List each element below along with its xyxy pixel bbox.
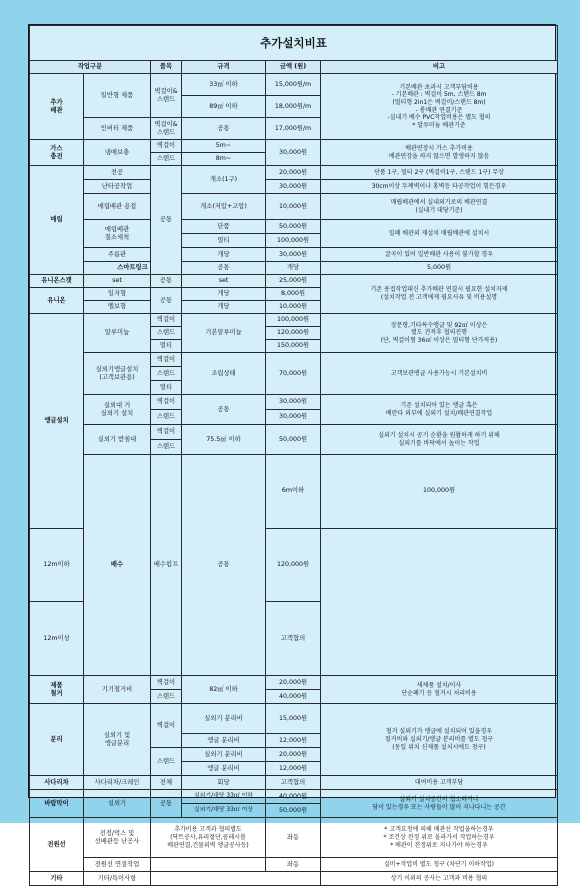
cell-price: 18,000원/m bbox=[266, 96, 321, 118]
cell-spec bbox=[151, 872, 321, 886]
header-price: 금액 (원) bbox=[266, 61, 321, 74]
cell-price: 12,000원 bbox=[266, 734, 321, 748]
cell-note: 실외기 설치시 공기 순환을 원활하게 하기 위해 실외기를 바닥에서 높이는 작업 bbox=[321, 425, 558, 455]
cell-price: 20,000원 bbox=[266, 166, 321, 180]
cell-spec: 12m이하 bbox=[30, 528, 84, 602]
cell-price: 8,000원 bbox=[266, 288, 321, 301]
cell-price: 20,000원 bbox=[266, 676, 321, 690]
cell-item: 스탠드 bbox=[151, 327, 182, 340]
cell-price: 17,000원/m bbox=[266, 118, 321, 140]
cell-name: 실외기 및 앵글분리 bbox=[84, 704, 151, 776]
cell-spec: 실외기 분리비 bbox=[182, 748, 266, 762]
cell-note: 기존 설치되어 있는 앵글 혹은 베란다 외부에 실외기 설치/배관연결작업 bbox=[321, 395, 558, 425]
cell-item: 공통 bbox=[151, 166, 182, 275]
cell-item: 벽걸이 bbox=[151, 676, 182, 690]
cell-item: 공통 bbox=[182, 455, 266, 676]
cell-note: 단품 1구, 멀티 2구 (벽걸이1구, 스탠드 1구) 무상 bbox=[321, 166, 558, 180]
category-smartlink: 스마트링크 bbox=[84, 262, 182, 275]
table-title: 추가설치비표 bbox=[30, 26, 558, 61]
cell-spec: 멀티 bbox=[182, 234, 266, 248]
cell-item: 벽걸이 bbox=[151, 395, 182, 410]
cell-spec: set bbox=[182, 275, 266, 288]
cell-item: 멀티 bbox=[151, 340, 182, 353]
cell-item: 전체 bbox=[151, 776, 182, 790]
header-category: 작업구분 bbox=[30, 61, 151, 74]
cell-price: 12,000원 bbox=[266, 762, 321, 776]
cell-price: 30,000원 bbox=[266, 410, 321, 425]
cell-spec: 앵글 분리비 bbox=[182, 762, 266, 776]
cell-name: 매립배관 용접 bbox=[84, 194, 151, 220]
category-union: 유니온 bbox=[30, 288, 84, 314]
cell-spec: 개당 bbox=[182, 248, 266, 262]
cell-item: 멀티 bbox=[151, 381, 182, 395]
cell-note: 매립배관에서 실내외기로의 배관연결 (실내기 대당기준) bbox=[321, 194, 558, 220]
cell-item: 벽걸이 bbox=[151, 140, 182, 153]
cell-price: 10,000원 bbox=[266, 301, 321, 314]
cell-spec: 75.5㎡ 이하 bbox=[182, 425, 266, 455]
header-note: 비고 bbox=[321, 61, 558, 74]
cell-spec: 조립상태 bbox=[182, 353, 266, 395]
cell-note: 대여비용 고객부담 bbox=[321, 776, 558, 790]
cell-item: 공통 bbox=[151, 288, 182, 314]
cell-spec: 33㎡ 이하 bbox=[182, 74, 266, 96]
cell-spec: 5m~ bbox=[182, 140, 266, 153]
cell-price: 30,000원 bbox=[266, 248, 321, 262]
cell-name: set bbox=[84, 275, 151, 288]
cell-price: 40,000원 bbox=[266, 690, 321, 704]
cell-price: 30,000원 bbox=[266, 395, 321, 410]
cell-item: 스탠드 bbox=[151, 367, 182, 381]
cell-note: 고객보관앵글 사용가능시 기본설치비 bbox=[321, 353, 558, 395]
cell-spec: 개당 bbox=[182, 301, 266, 314]
cell-item: 공통 bbox=[151, 790, 182, 818]
cell-price: 5,000원 bbox=[321, 262, 558, 275]
cell-price: 150,000원 bbox=[266, 340, 321, 353]
category-angle-install: 앵글설치 bbox=[30, 314, 84, 529]
category-buried: 매립 bbox=[30, 166, 84, 275]
cell-price: 120,000원 bbox=[266, 528, 321, 602]
cell-item: 벽걸이 bbox=[151, 353, 182, 367]
cell-price: 50,000원 bbox=[266, 804, 321, 818]
cell-note: 기존 용접작업대신 추가배관 연결시 필요한 설치자재 (설치작업 전 고객에게 필요사유 및 비용설명 bbox=[321, 275, 558, 314]
cell-price: 10,000원 bbox=[266, 194, 321, 220]
header-spec: 규격 bbox=[182, 61, 266, 74]
cell-price: 25,000원 bbox=[266, 275, 321, 288]
cell-name: 주름관 bbox=[84, 248, 151, 262]
cell-price: 30,000원 bbox=[266, 180, 321, 194]
cell-item: 스탠드 bbox=[151, 748, 182, 776]
cell-price: 100,000원 bbox=[321, 455, 558, 529]
cell-name: 배수펌프 bbox=[151, 455, 182, 676]
category-gas-charge: 가스 충전 bbox=[30, 140, 84, 166]
cell-name: 전원선 연결작업 bbox=[84, 858, 151, 872]
cell-item: 공통 bbox=[151, 275, 182, 288]
category-windbreak: 바람막이 bbox=[30, 790, 84, 818]
cell-name: 엘보형 bbox=[84, 301, 151, 314]
cell-name: 실외기앵글설치 (고객보관용) bbox=[84, 353, 151, 395]
category-extra-pipe: 추가 배관 bbox=[30, 74, 84, 140]
cell-spec: 6m이하 bbox=[266, 455, 321, 529]
cell-item: 벽걸이 bbox=[151, 314, 182, 327]
category-union-set: 유니온스캣 bbox=[30, 275, 84, 288]
cell-spec: 개소(저압+고압) bbox=[182, 194, 266, 220]
cell-name: 사다리차/크레인 bbox=[84, 776, 151, 790]
cell-spec: 회당 bbox=[182, 776, 266, 790]
cell-spec: 단품 bbox=[182, 220, 266, 234]
cell-price: 70,000원 bbox=[266, 353, 321, 395]
cell-item: 벽걸이& 스탠드 bbox=[151, 118, 182, 140]
category-drain: 배수 bbox=[84, 455, 151, 676]
category-ladder-truck: 사다리차 bbox=[30, 776, 84, 790]
cell-spec: 공통 bbox=[182, 118, 266, 140]
cell-name: 냉매보충 bbox=[84, 140, 151, 166]
cell-note: 철거 실외기가 앵글에 설치되어 있을경우 철거비와 실외기/앵글 분리비를 별도 청구 (동일 위치 신제품 설치시에도 청구) bbox=[321, 704, 558, 776]
cell-spec: 개당 bbox=[266, 262, 321, 275]
category-removal: 제품 철거 bbox=[30, 676, 84, 704]
category-etc: 기타 bbox=[30, 872, 84, 886]
price-table-sheet bbox=[28, 24, 556, 882]
cell-note: 밀폐 배관외 재설치 매립배관에 설치시 bbox=[321, 220, 558, 248]
cell-price: 120,000원 bbox=[266, 327, 321, 340]
cell-price: 40,000원 bbox=[266, 790, 321, 804]
cell-spec: 개당 bbox=[182, 288, 266, 301]
cell-spec: 89㎡ 이하 bbox=[182, 96, 266, 118]
category-power-line: 전원선 bbox=[30, 818, 84, 872]
cell-note: 실비+작업비 별도 청구 (차단기 이하작업) bbox=[321, 858, 558, 872]
cell-name: 알루미늄 bbox=[84, 314, 151, 353]
cell-name: 난타공작업 bbox=[84, 180, 151, 194]
cell-price: 50,000원 bbox=[266, 220, 321, 234]
cell-name: 전정/먹스 및 선배관등 난공사 bbox=[84, 818, 151, 858]
cell-price: 100,000원 bbox=[266, 234, 321, 248]
cell-name: 매립배관 칠소세척 bbox=[84, 220, 151, 248]
cell-spec: 공통 bbox=[182, 395, 266, 425]
cell-note: 장문형,기타특수앵글 및 92㎡ 이상은 별도 견적후 협의진행 (단, 벽걸이형 36㎡ 이상은 멀티형 단가적용) bbox=[321, 314, 558, 353]
cell-price: 20,000원 bbox=[266, 748, 321, 762]
cell-note: * 고객요청에 의해 배관선 작업을하는경우 * 조건상 전정 위로 올라가서 작업하는경우 * 배관이 전정위로 지나가야 하는경우 bbox=[321, 818, 558, 858]
cell-item: 스탠드 bbox=[151, 690, 182, 704]
cell-price: 50,000원 bbox=[266, 425, 321, 455]
cell-name: 전공 bbox=[84, 166, 151, 180]
cell-spec: 실외기 분리비 bbox=[182, 704, 266, 734]
cell-note: 배관연장시 가스 추가비용 배관연장을 하지 않으면 발생하지 않음 bbox=[321, 140, 558, 166]
installation-fee-table bbox=[29, 25, 558, 886]
cell-name: 실외기 bbox=[84, 790, 151, 818]
cell-spec: 82㎡ 이하 bbox=[182, 676, 266, 704]
cell-item: 벽걸이 bbox=[151, 704, 182, 748]
cell-note: 새제품 설치/이사 단순폐기 등 철거시 처리비용 bbox=[321, 676, 558, 704]
cell-note: 30cm이상 두께벽이나 홍벽등 타공작업이 힘든경우 bbox=[321, 180, 558, 194]
cell-note: 실외기 설치공간이 협소하거나 담이 있는경우 또는 사람들이 많이 지나다니는 공간 bbox=[321, 790, 558, 818]
cell-name: 일자형 bbox=[84, 288, 151, 301]
category-separation: 분리 bbox=[30, 704, 84, 776]
cell-name: 실외기 받침대 bbox=[84, 425, 151, 455]
cell-note: 굴곡이 있어 일반배관 사용이 불가할 경우 bbox=[321, 248, 558, 262]
cell-price: 30,000원 bbox=[266, 140, 321, 166]
cell-item: 스탠드 bbox=[151, 440, 182, 455]
cell-name: 기타/특이사항 bbox=[84, 872, 151, 886]
cell-item: 스탠드 bbox=[151, 410, 182, 425]
cell-spec: 추가비용 고객과 협의별도 (닥트공사,유리절단,콤레시볼 배관연결,건물외벽 앵글공사등) bbox=[151, 818, 266, 858]
cell-price: 15,000원 bbox=[266, 704, 321, 734]
cell-price: 100,000원 bbox=[266, 314, 321, 327]
cell-name: 실외대 거 실외기 설치 bbox=[84, 395, 151, 425]
cell-spec: 실외기/대당 33㎡ 이하 bbox=[182, 790, 266, 804]
cell-name: 기기철거비 bbox=[84, 676, 151, 704]
cell-spec bbox=[151, 858, 266, 872]
cell-note: 상기 이외의 공사는 고객과 비용 협의 bbox=[321, 872, 558, 886]
cell-price: 고객협의 bbox=[266, 602, 321, 676]
header-item: 품목 bbox=[151, 61, 182, 74]
cell-name: 일반형 제품 bbox=[84, 74, 151, 118]
cell-item: 스탠드 bbox=[151, 153, 182, 166]
cell-spec: 개소(1구) bbox=[182, 166, 266, 194]
cell-name: 인버터 제품 bbox=[84, 118, 151, 140]
cell-price: 고객협의 bbox=[266, 776, 321, 790]
cell-price: 좌동 bbox=[266, 858, 321, 872]
cell-item: 벽걸이 bbox=[151, 425, 182, 440]
cell-price: 좌동 bbox=[266, 818, 321, 858]
cell-item: 공통 bbox=[182, 262, 266, 275]
cell-item: 벽걸이& 스탠드 bbox=[151, 74, 182, 118]
cell-note: 기본배관 초과시 고객부담비용 - 기본배관 : 벽걸이 5m, 스탠드 8m (멀티형 2in1은 벽걸이/스탠드 8m) - 롱배관 연결기준 -실내기 배수 PVC작업비용은 별도 협의 * 알루미늄 배관기준 bbox=[321, 74, 558, 140]
cell-price: 15,000원/m bbox=[266, 74, 321, 96]
cell-spec: 12m이상 bbox=[30, 602, 84, 676]
cell-spec: 실외기/대당 33㎡ 이상 bbox=[182, 804, 266, 818]
cell-spec: 앵글 분리비 bbox=[182, 734, 266, 748]
cell-spec: 8m~ bbox=[182, 153, 266, 166]
cell-spec: 기본알루미늄 bbox=[182, 314, 266, 353]
